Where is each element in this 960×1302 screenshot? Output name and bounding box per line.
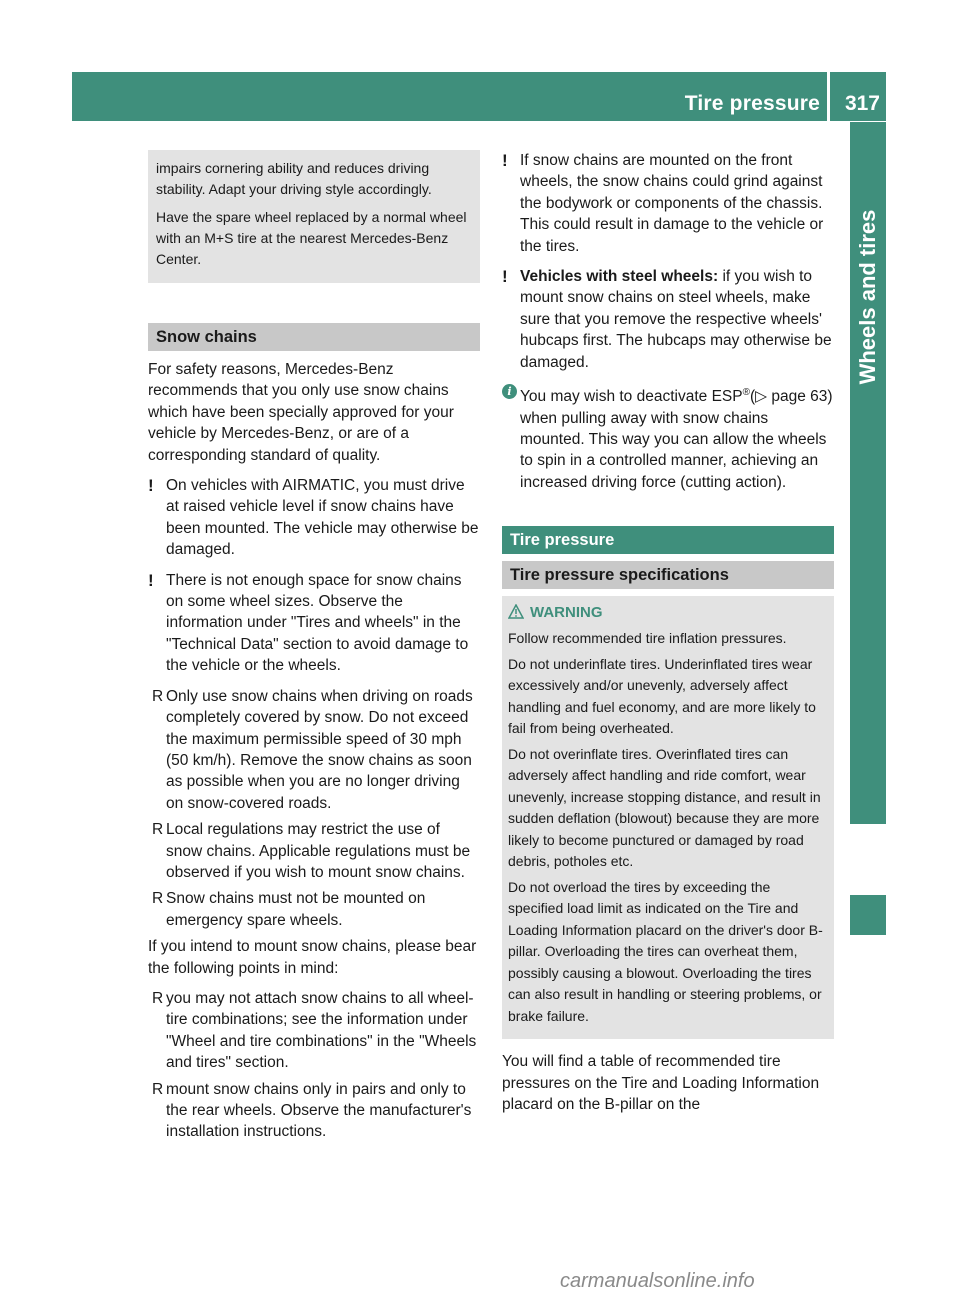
list-item-text: Local regulations may restrict the use of snow chains. Applicable regulations must be observed if you wish to mount snow chains.: [166, 821, 471, 881]
note-text: if you wish to mount snow chains on steel wheels, make sure that you remove the respective wheels' hubcaps first. The hubcaps may otherwise be damaged.: [520, 268, 832, 371]
list-item-text: Snow chains must not be mounted on emergency spare wheels.: [166, 890, 426, 929]
exclamation-icon: !: [502, 267, 508, 287]
note-airmatic: [148, 475, 480, 561]
note-front-wheels: [502, 150, 834, 257]
warning-header: [508, 602, 828, 623]
info-text-post: (▷ page 63) when pulling away with snow chains mounted. This way you can allow the wheels to spin in a controlled manner, achieving an increased driving force (cutting action).: [520, 388, 833, 491]
registered-mark: ®: [742, 387, 750, 399]
list-item-text: mount snow chains only in pairs and only to the rear wheels. Observe the manufacturer's installation instructions.: [166, 1080, 472, 1141]
bullet-icon: R: [152, 821, 164, 839]
bullet-icon: R: [152, 890, 164, 908]
left-column: [148, 150, 480, 1148]
watermark: carmanualsonline.info: [560, 1270, 755, 1292]
bullet-icon: R: [152, 989, 164, 1007]
note-wheel-sizes: [148, 570, 480, 677]
list-item: [148, 888, 480, 931]
note-bold-lead: Vehicles with steel wheels:: [520, 268, 719, 286]
continued-warning-box: [148, 150, 480, 283]
bullet-icon: R: [152, 1080, 164, 1098]
chapter-marker: [850, 895, 886, 935]
note-text: There is not enough space for snow chains on some wheel sizes. Observe the information under "Tires and wheels" in the "Technical Data" section to avoid damage to the vehicle or the wheels.: [166, 571, 469, 675]
tire-pressure-specs-heading: Tire pressure specifications: [502, 561, 834, 589]
note-steel-wheels: [502, 266, 834, 373]
closing-paragraph: You will find a table of recommended tire pressures on the Tire and Loading Information placard on the B-pillar on the: [502, 1053, 820, 1114]
box-paragraph: Have the spare wheel replaced by a normal wheel with an M+S tire at the nearest Mercedes-Benz Center.: [156, 209, 467, 267]
list-item: [148, 1079, 480, 1143]
info-icon: i: [502, 384, 517, 399]
warning-paragraph: Follow recommended tire inflation pressures.: [508, 630, 787, 647]
info-esp: [502, 382, 834, 493]
header-divider: [827, 72, 830, 121]
list-item: [148, 988, 480, 1074]
page-number: 317: [844, 92, 880, 115]
list-item-text: Only use snow chains when driving on roads completely covered by snow. Do not exceed the maximum permissible speed of 30 mph (50 km/h). Remove the snow chains as soon as possible when you are no longer driving on snow-covered roads.: [166, 687, 473, 812]
list-item-text: you may not attach snow chains to all wheel-tire combinations; see the information under "Wheel and tire combinations" in the "Wheels and tires" section.: [166, 989, 477, 1072]
warning-paragraph: Do not overload the tires by exceeding the specified load limit as indicated on the Tire and Loading Information placard on the driver's door B-pillar. Overloading the tires can overheat them, possibly causing a blowout. Overloading the tires can also result in handling or steering problems, or brake failure.: [508, 878, 823, 1024]
exclamation-icon: !: [148, 476, 154, 496]
warning-label: WARNING: [530, 604, 603, 622]
box-paragraph: impairs cornering ability and reduces driving stability. Adapt your driving style accordingly.: [156, 160, 432, 197]
note-text: On vehicles with AIRMATIC, you must drive at raised vehicle level if snow chains have been mounted. The vehicle may otherwise be damaged.: [166, 477, 479, 559]
warning-box: [502, 596, 834, 1039]
bullet-icon: R: [152, 687, 164, 705]
info-text-pre: You may wish to deactivate ESP: [520, 388, 743, 406]
snow-chains-intro: For safety reasons, Mercedes-Benz recommends that you only use snow chains which have been specially approved for your vehicle by Mercedes-Benz, or are of a corresponding standard of quality.: [148, 361, 454, 464]
exclamation-icon: !: [148, 570, 154, 590]
list-item: [148, 686, 480, 814]
warning-paragraph: Do not underinflate tires. Underinflated tires wear excessively and/or unevenly, adversely affect handling and fuel economy, and are more likely to fail from being overheated.: [508, 655, 816, 737]
note-text: If snow chains are mounted on the front wheels, the snow chains could grind against the bodywork or components of the chassis. This could result in damage to the vehicle or the tires.: [520, 152, 824, 255]
tire-pressure-heading: Tire pressure: [502, 526, 834, 554]
snow-chains-heading: Snow chains: [148, 323, 480, 351]
header-title: Tire pressure: [684, 92, 820, 115]
list-item: [148, 819, 480, 883]
chapter-tab-label: Wheels and tires: [855, 209, 880, 385]
mount-intro: If you intend to mount snow chains, please bear the following points in mind:: [148, 938, 477, 977]
page-header: [72, 72, 886, 121]
warning-paragraph: Do not overinflate tires. Overinflated tires can adversely affect handling and ride comfort, wear unevenly, increase stopping distance, and result in sudden deflation (blowout) because they are more likely to become punctured or damaged by road debris, potholes etc.: [508, 745, 821, 870]
chapter-tab: [850, 122, 886, 824]
exclamation-icon: !: [502, 151, 508, 170]
right-column: [502, 150, 834, 1124]
warning-triangle-icon: [508, 604, 524, 619]
